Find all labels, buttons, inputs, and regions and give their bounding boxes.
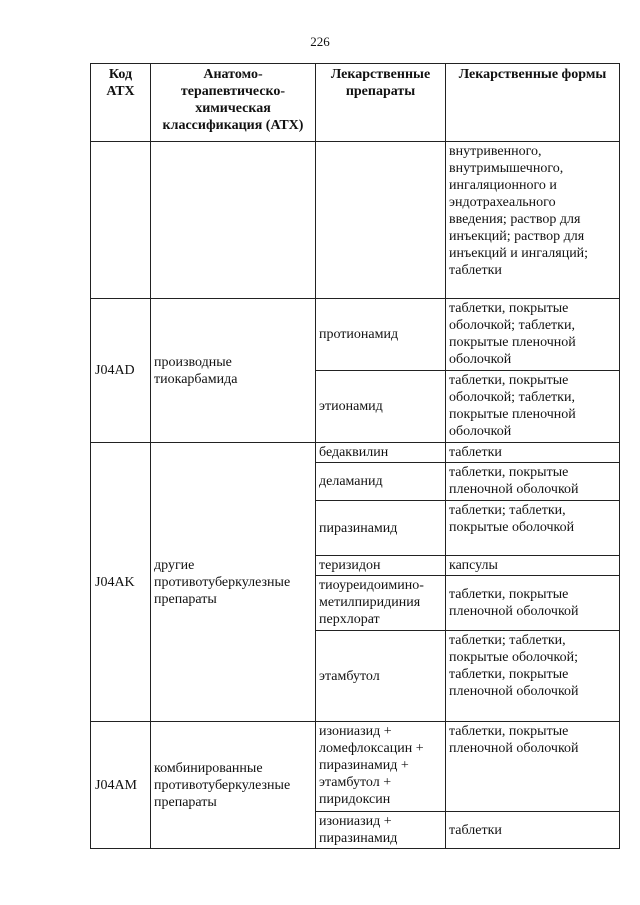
- page-number: 226: [310, 34, 330, 49]
- drug-forms: таблетки: [446, 443, 620, 463]
- atc-code: J04AD: [91, 299, 151, 443]
- drug-forms: капсулы: [446, 556, 620, 576]
- drug-forms: таблетки; таблетки, покрытые оболочкой: [446, 501, 620, 556]
- drug-name: пиразинамид: [316, 501, 446, 556]
- continuation-drug: [316, 142, 446, 299]
- atc-code: J04AM: [91, 722, 151, 849]
- atc-group-name: производные тиокарбамида: [151, 299, 316, 443]
- drug-name: изониазид + пиразинамид: [316, 812, 446, 849]
- header-forms: Лекарственные формы: [446, 64, 620, 142]
- continuation-row: [91, 142, 620, 299]
- drug-name: тиоуреидоимино-метилпиридиния перхлорат: [316, 576, 446, 631]
- header-row: [91, 64, 620, 142]
- header-classification: Анатомо-терапевтическо-химическая классификация (АТХ): [151, 64, 316, 142]
- drug-name: деламанид: [316, 463, 446, 501]
- drug-forms: таблетки, покрытые пленочной оболочкой: [446, 463, 620, 501]
- atc-group-name: комбинированные противотуберкулезные препараты: [151, 722, 316, 849]
- drug-name: бедаквилин: [316, 443, 446, 463]
- header-code: Код АТХ: [91, 64, 151, 142]
- drug-forms: таблетки, покрытые пленочной оболочкой: [446, 722, 620, 812]
- atc-group-name: другие противотуберкулезные препараты: [151, 443, 316, 722]
- table-row: [91, 299, 620, 371]
- table-row: [91, 722, 620, 812]
- drug-name: этионамид: [316, 371, 446, 443]
- drug-name: протионамид: [316, 299, 446, 371]
- continuation-code: [91, 142, 151, 299]
- atc-code: J04AK: [91, 443, 151, 722]
- drug-forms: таблетки; таблетки, покрытые оболочкой; таблетки, покрытые пленочной оболочкой: [446, 631, 620, 722]
- drug-name: этамбутол: [316, 631, 446, 722]
- drug-forms: таблетки, покрытые пленочной оболочкой: [446, 576, 620, 631]
- drug-forms: таблетки: [446, 812, 620, 849]
- table-row: [91, 443, 620, 463]
- continuation-classification: [151, 142, 316, 299]
- drug-name: изониазид + ломефлоксацин + пиразинамид + этамбутол + пиридоксин: [316, 722, 446, 812]
- drug-forms: таблетки, покрытые оболочкой; таблетки, покрытые пленочной оболочкой: [446, 371, 620, 443]
- drug-table: [90, 63, 620, 849]
- drug-forms: таблетки, покрытые оболочкой; таблетки, покрытые пленочной оболочкой: [446, 299, 620, 371]
- header-drugs: Лекарственные препараты: [316, 64, 446, 142]
- drug-name: теризидон: [316, 556, 446, 576]
- continuation-forms: внутривенного, внутримышечного, ингаляционного и эндотрахеального введения; раствор для инъекций; раствор для инъекций и ингаляций; таблетки: [446, 142, 620, 299]
